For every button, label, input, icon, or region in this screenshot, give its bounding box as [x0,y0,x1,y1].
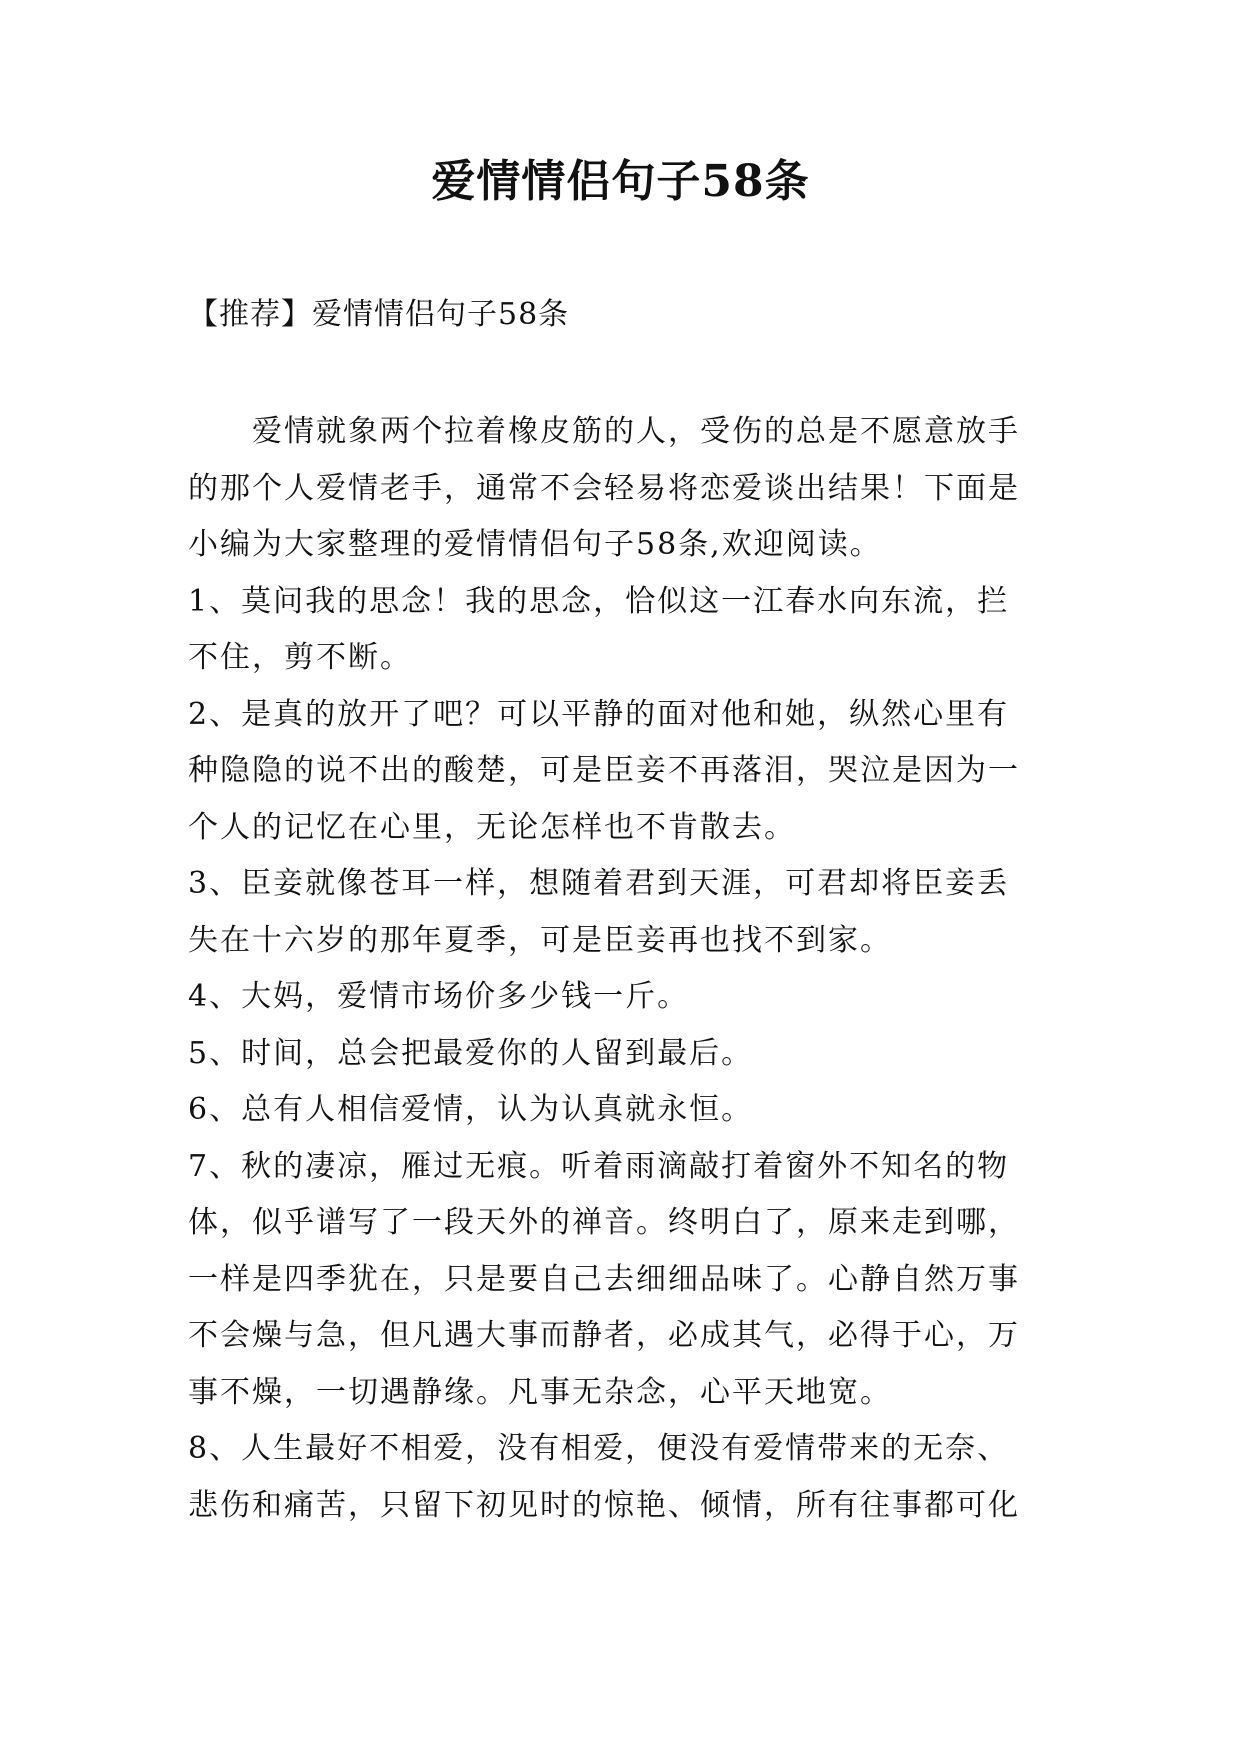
body-line: 小编为大家整理的爱情情侣句子58条,欢迎阅读。 [188,527,882,562]
body-line: 7、秋的凄凉，雁过无痕。听着雨滴敲打着窗外不知名的物 [188,1148,1010,1184]
body-line: 体，似乎谱写了一段天外的禅音。终明白了，原来走到哪， [188,1205,1020,1240]
body-line: 5、时间，总会把最爱你的人留到最后。 [188,1035,754,1071]
body-line: 的那个人爱情老手，通常不会轻易将恋爱谈出结果！下面是 [188,470,1020,506]
document-title: 爱情情侣句子58条 [431,156,810,207]
body-line: 8、人生最好不相爱，没有相爱，便没有爱情带来的无奈、 [188,1431,1010,1466]
body-line: 悲伤和痛苦，只留下初见时的惊艳、倾情，所有往事都可化 [188,1487,1020,1523]
body-line: 不会燥与急，但凡遇大事而静者，必成其气，必得于心，万 [188,1318,1020,1353]
body-line: 6、总有人相信爱情，认为认真就永恒。 [188,1092,754,1127]
body-line: 失在十六岁的那年夏季，可是臣妾再也找不到家。 [188,922,892,958]
body-line: 一样是四季犹在，只是要自己去细细品味了。心静自然万事 [188,1261,1020,1297]
body-line: 种隐隐的说不出的酸楚，可是臣妾不再落泪，哭泣是因为一 [188,753,1020,788]
body-line: 2、是真的放开了吧？可以平静的面对他和她，纵然心里有 [188,696,1010,732]
body-line: 1、莫问我的思念！我的思念，恰似这一江春水向东流，拦 [188,583,1010,619]
body-line: 4、大妈，爱情市场价多少钱一斤。 [188,979,690,1014]
body-line: 不住，剪不断。 [188,640,412,675]
recommend-heading: 【推荐】爱情情侣句子58条 [188,297,570,332]
document-body [188,404,1068,1534]
body-line: 3、臣妾就像苍耳一样，想随着君到天涯，可君却将臣妾丢 [188,866,1010,901]
body-line: 爱情就象两个拉着橡皮筋的人，受伤的总是不愿意放手 [188,414,1020,449]
body-line: 个人的记忆在心里，无论怎样也不肯散去。 [188,809,796,845]
body-line: 事不燥，一切遇静缘。凡事无杂念，心平天地宽。 [188,1374,892,1410]
